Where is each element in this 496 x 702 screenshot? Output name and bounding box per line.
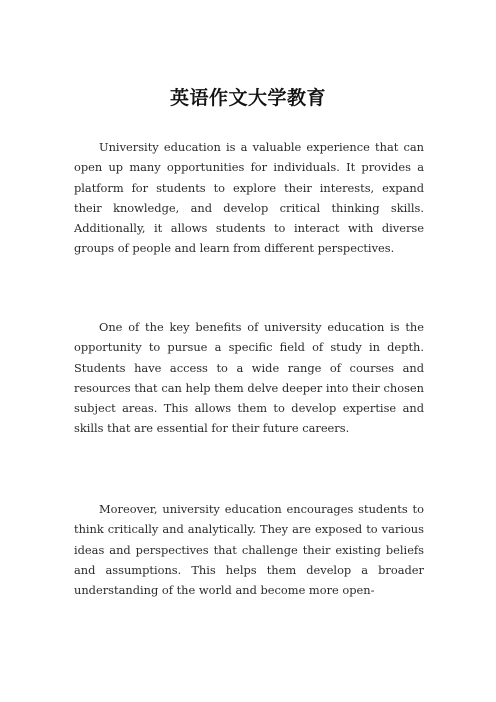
paragraph: One of the key benefits of university education is the opportunity to pursue a specific field of study in depth. Students have access to a wide range of courses and resources that can help them delve deeper into their chosen subject areas. This allows them to develop expertise and skills that are essential for their future careers. (74, 320, 424, 436)
paragraph-2-block (74, 317, 424, 439)
document-title: 英语作文大学教育 (169, 87, 326, 109)
paragraph-3-block (74, 499, 424, 600)
paragraph: University education is a valuable experience that can open up many opportunities for individuals. It provides a platform for students to explore their interests, expand their knowledge, and develop critical thinking skills. Additionally, it allows students to interact with diverse groups of people and learn from different perspectives. (74, 140, 424, 256)
paragraph: Moreover, university education encourages students to think critically and analytically. They are exposed to various ideas and perspectives that challenge their existing beliefs and assumptions. This helps them develop a broader understanding of the world and become more open- (74, 502, 424, 598)
paragraph-1-block (74, 137, 424, 259)
